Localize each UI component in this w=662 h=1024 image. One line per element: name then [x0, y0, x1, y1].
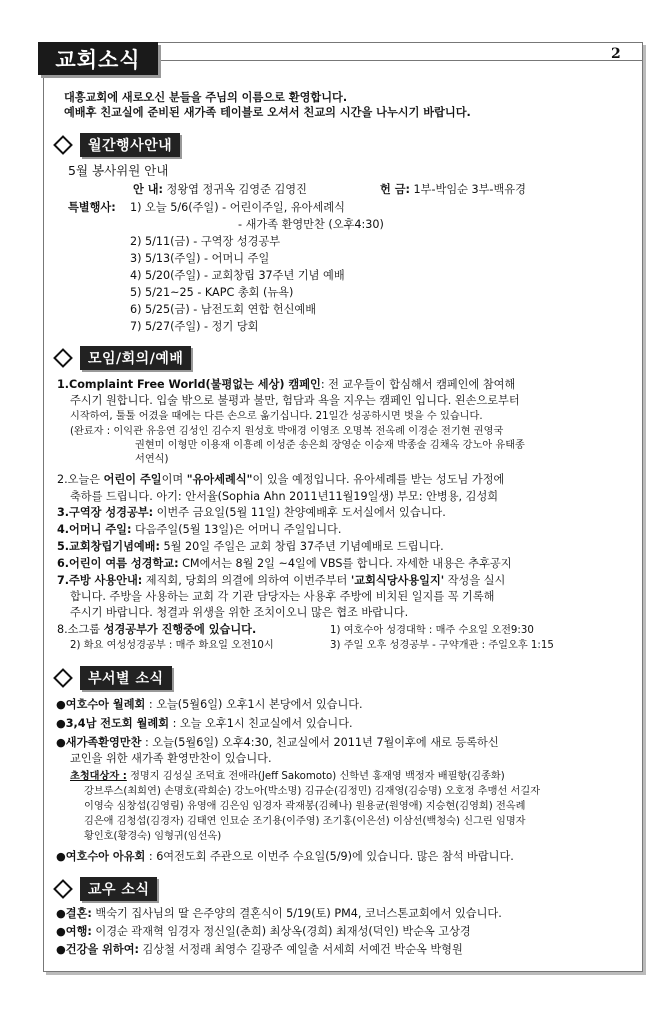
section-title: 월간행사안내 [80, 133, 180, 157]
section-title: 부서별 소식 [80, 666, 172, 690]
meeting-item-bold: 어린이 주일 [103, 473, 162, 486]
meeting-item-text: 제직회, 당회의 의결에 의하여 이번주부터 [142, 574, 351, 587]
member-news-item [56, 943, 463, 957]
section-meetings [53, 347, 191, 369]
offering-row [380, 183, 526, 197]
usher-label: 안 내: [133, 183, 163, 196]
meeting-item-bold: '교회식당사용일지' [350, 574, 445, 587]
study-group-item: 1) 여호수아 성경대학 : 매주 수요일 오전9:30 [330, 625, 534, 636]
meeting-item-7-line3: 주시기 바랍니다. 청결과 위생을 위한 조치이오니 많은 협조 바랍니다. [70, 606, 409, 619]
diamond-bullet-icon [53, 668, 73, 688]
special-label: 특별행사: [68, 201, 116, 214]
meeting-item-5 [57, 540, 444, 554]
meeting-item-8 [57, 623, 256, 637]
member-news-head: ●건강을 위하여: [56, 943, 139, 956]
meeting-item-head: 6.어린이 여름 성경학교: [57, 557, 179, 570]
department-item-line2: 교인을 위한 새가족 환영만찬이 있습니다. [70, 752, 272, 765]
department-text: : 6여전도회 주관으로 이번주 수요일(5/9)에 있습니다. 많은 참석 바랍니다. [145, 850, 514, 863]
department-item [56, 717, 353, 731]
invite-row [70, 770, 505, 784]
page-number: 2 [611, 46, 621, 62]
event-item: 3) 5/13(주일) - 어머니 주일 [130, 252, 270, 265]
completers-line: 권현미 이형만 이용재 이흥례 이성준 송은희 장영순 이승재 박종술 김채옥 강노아 유태종 [135, 440, 525, 451]
meeting-item-text: 8.소그룹 [57, 623, 104, 636]
meeting-item-head: 3.구역장 성경공부: [57, 506, 154, 519]
invite-label: 초청대상자 : [70, 771, 127, 782]
diamond-bullet-icon [53, 348, 73, 368]
department-text: : 오늘(5월6일) 오후1시 본당에서 있습니다. [145, 698, 363, 711]
welcome-line-1: 대흥교회에 새로오신 분들을 주님의 이름으로 환영합니다. [64, 91, 348, 104]
invite-names: 황인호(황경숙) 임형귀(임선옥) [84, 831, 222, 842]
event-item: 5) 5/21~25 - KAPC 총회 (뉴욕) [130, 286, 294, 299]
member-news-item [56, 925, 471, 939]
meeting-item-1-line2: 주시기 원합니다. 입술 밖으로 불평과 불만, 험담과 욕을 지우는 캠페인 입니다. 왼손으로부터 [70, 394, 520, 407]
meeting-item-head: 1.Complaint Free World(불평없는 세상) 캠페인 [57, 378, 321, 391]
diamond-bullet-icon [53, 879, 73, 899]
department-item [56, 698, 363, 712]
usher-value: 정왕엽 정귀옥 김영준 김영진 [166, 183, 307, 196]
member-news-head: ●결혼: [56, 907, 92, 920]
meeting-item-7-line2: 합니다. 주방을 사용하는 교회 각 기관 담당자는 사용후 주방에 비치된 일지를 꼭 기록해 [70, 590, 495, 603]
meeting-item-7 [57, 574, 505, 588]
member-news-head: ●여행: [56, 925, 92, 938]
page-title: 교회소식 [38, 42, 158, 75]
section-departments [53, 667, 172, 689]
department-head: ●여호수아 아유회 [56, 850, 146, 863]
section-members [53, 878, 157, 900]
department-text: : 오늘 오후1시 친교실에서 있습니다. [169, 717, 353, 730]
study-group-item: 3) 주일 오후 성경공부 - 구약개관 : 주일오후 1:15 [330, 640, 554, 651]
invite-names: 강브루스(최희연) 손명호(곽희순) 강노아(박소명) 김규순(김정민) 김재영(김승명) 오호정 추맹선 서길자 [84, 786, 541, 797]
invite-names: 이영숙 심창섭(김영림) 유영애 김은임 임경자 곽재봉(김혜나) 원용균(원영애) 지승현(김영희) 전옥례 [84, 801, 526, 812]
diamond-bullet-icon [53, 135, 73, 155]
offering-value: 1부-박임순 3부-백유경 [413, 183, 526, 196]
section-monthly [53, 134, 180, 156]
meeting-item-text: 2.오늘은 [57, 473, 104, 486]
meeting-item-text: : 전 교우들이 합심해서 캠페인에 참여해 [320, 378, 516, 391]
member-news-text: 백숙기 집사님의 딸 은주양의 결혼식이 5/19(토) PM4, 코너스톤교회에서 있습니다. [91, 907, 502, 920]
meeting-item-2-line2: 축하를 드립니다. 아기: 안서율(Sophia Ahn 2011년11월19일생) 부모: 안병용, 김성희 [70, 490, 499, 503]
section-title: 모임/회의/예배 [80, 346, 191, 370]
meeting-item-text: CM에서는 8월 2일 ~4일에 VBS를 합니다. 자세한 내용은 추후공지 [178, 557, 512, 570]
member-news-text: 이경순 곽재혁 임경자 정신일(춘희) 최상옥(경희) 최재성(덕인) 박순옥 고상경 [91, 925, 471, 938]
event-item: 1) 오늘 5/6(주일) - 어린이주일, 유아세례식 [130, 201, 345, 214]
invite-names: 김은애 김청섭(김경자) 김태연 인묘순 조기용(이주영) 조기홍(이은선) 이삼선(백청숙) 신그린 임명자 [84, 816, 526, 827]
meeting-item-1-line3: 시작하여, 툴툴 어겼을 때에는 다른 손으로 옮기십니다. 21일간 성공하시면 벗을 수 있습니다. [70, 411, 483, 422]
meeting-item-6 [57, 557, 512, 571]
member-news-text: 김상철 서정래 최영수 길광주 예일출 서세희 서예건 박순옥 박형원 [138, 943, 463, 956]
department-text: : 오늘(5월6일) 오후4:30, 친교실에서 2011년 7월이후에 새로 등록하신 [141, 736, 499, 749]
meeting-item-bold: "유아세례식" [186, 473, 253, 486]
meeting-item-text: 이 있을 예정입니다. 유아세례를 받는 성도님 가정에 [252, 473, 505, 486]
section-title: 교우 소식 [80, 877, 157, 901]
meeting-item-head: 5.교회창립기념예배: [57, 540, 160, 553]
meeting-item-head: 7.주방 사용안내: [57, 574, 143, 587]
meeting-item-text: 다음주일(5월 13일)은 어머니 주일입니다. [131, 523, 342, 536]
member-news-item [56, 907, 502, 921]
welcome-line-2: 예배후 친교실에 준비된 새가족 테이블로 오셔서 친교의 시간을 나누시기 바랍니다. [64, 106, 471, 119]
completers-line: 서연식) [135, 454, 169, 465]
meeting-item-1 [57, 378, 515, 392]
meeting-item-head: 4.어머니 주일: [57, 523, 132, 536]
meeting-item-2 [57, 473, 504, 487]
department-item [56, 736, 499, 750]
invite-names: 정명지 김성실 조덕효 전애라(Jeff Sakomoto) 신학년 홍재영 백정자 배필항(김종화) [126, 771, 505, 782]
usher-row [133, 183, 307, 197]
meeting-item-4 [57, 523, 341, 537]
study-group-item: 2) 화요 여성성경공부 : 매주 화요일 오전10시 [70, 640, 274, 651]
monthly-subtitle: 5월 봉사위원 안내 [68, 163, 169, 178]
event-item: 2) 5/11(금) - 구역장 성경공부 [130, 235, 281, 248]
meeting-item-3 [57, 506, 446, 520]
meeting-item-text: 이번주 금요일(5월 11일) 찬양예배후 도서실에서 있습니다. [153, 506, 446, 519]
offering-label: 헌 금: [380, 183, 410, 196]
meeting-item-text: 작성을 실시 [444, 574, 506, 587]
department-head: ●3,4남 전도회 월례회 [56, 717, 170, 730]
meeting-item-bold: 성경공부가 진행중에 있습니다. [103, 623, 257, 636]
completers-line: (완료자 : 이익관 유응연 김성인 김수지 원성호 박애경 이영조 오명복 전옥례 이경순 전기현 권영국 [70, 426, 504, 437]
department-head: ●새가족환영만찬 [56, 736, 142, 749]
department-head: ●여호수아 월례회 [56, 698, 146, 711]
event-item: 4) 5/20(주일) - 교회창립 37주년 기념 예배 [130, 269, 345, 282]
department-item [56, 850, 514, 864]
meeting-item-text: 이며 [161, 473, 187, 486]
meeting-item-text: 5월 20일 주일은 교회 창립 37주년 기념예배로 드립니다. [159, 540, 444, 553]
event-item: 6) 5/25(금) - 남전도회 연합 헌신예배 [130, 303, 317, 316]
event-item: 7) 5/27(주일) - 정기 당회 [130, 320, 259, 333]
event-item: - 새가족 환영만찬 (오후4:30) [238, 218, 384, 231]
